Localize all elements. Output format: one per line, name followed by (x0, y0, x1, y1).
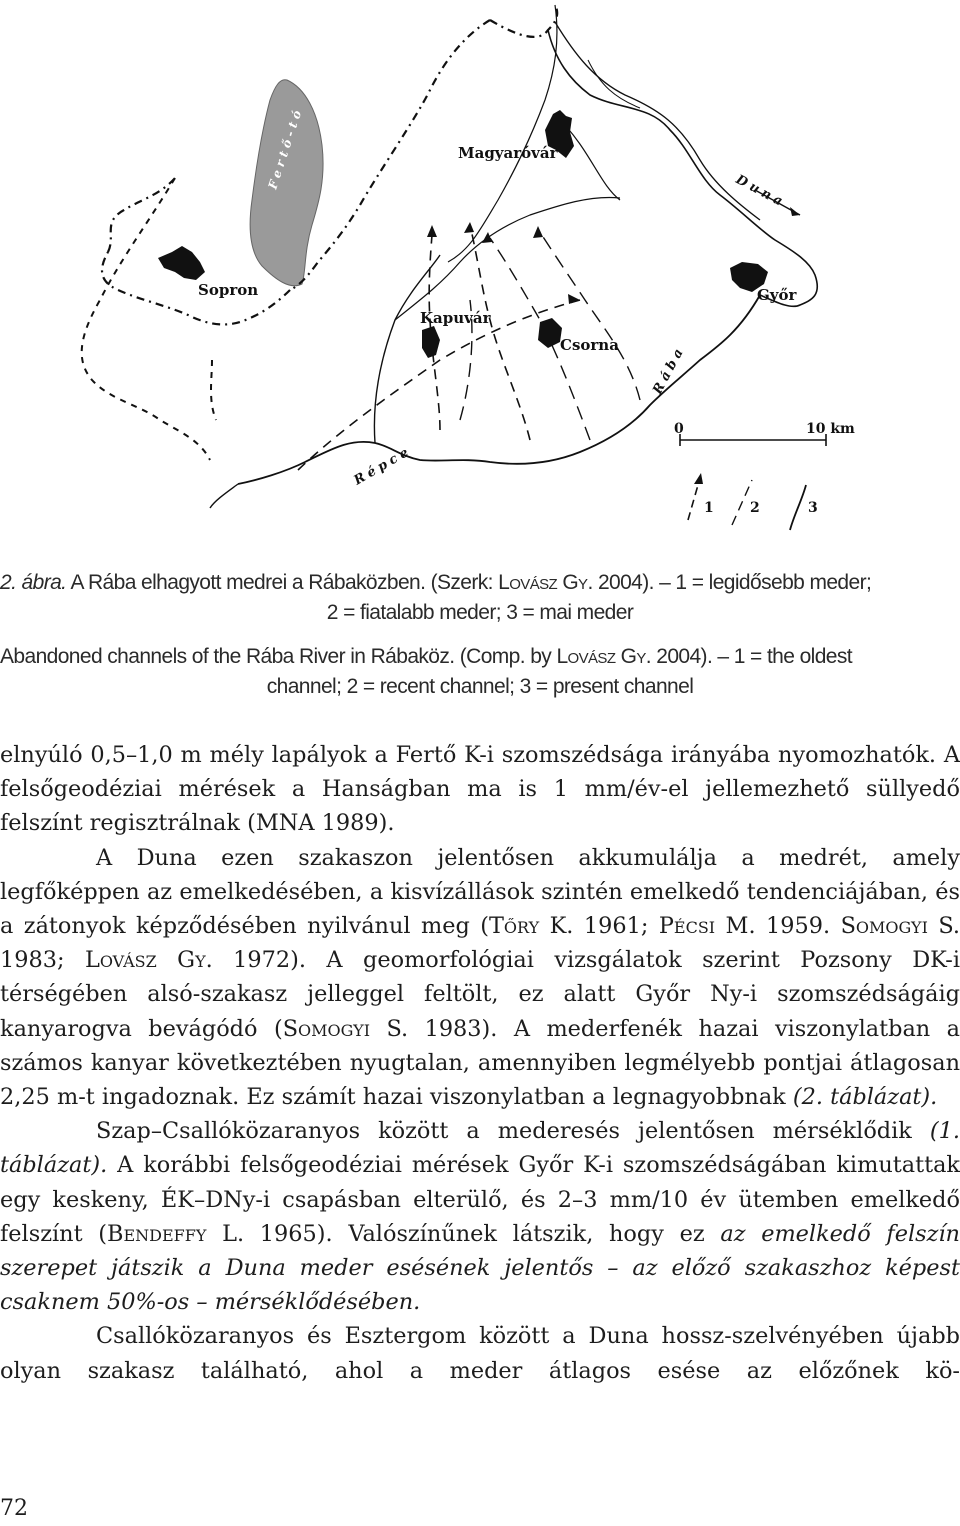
paragraph-2: A Duna ezen szakaszon jelentősen akkumulálja a medrét, amely legfőképpen az emelkedésében, a kisvízállások szintén emelkedő tendenciájában, és a zátonyok képződésében nyilvánul meg (Tőry K. 1961; Pécsi M. 1959. Somogyi S. 1983; Lovász Gy. 1972). A geomorfológiai vizsgálatok szerint Pozsony DK-i térségében alsó-szakasz jelleggel feltölt, ez alatt Győr Ny-i szomszédságáig kanyarogva bevágódó (Somogyi S. 1983). A mederfenék hazai viszonylatban a számos kanyar következtében nyugtalan, amennyiben legmélyebb pontjai átlagosan 2,25 m-t ingadoznak. Ez számít hazai viszonylatban a legnagyobbnak (2. táblázat). (0, 844, 960, 1111)
body-text (0, 738, 960, 1388)
city-csorna (538, 318, 562, 348)
state-border (102, 5, 557, 324)
raba-present-channel (238, 295, 760, 484)
lake-ferto (250, 80, 323, 286)
paragraph-3: Szap–Csallóközaranyos között a mederesés jelentősen mérséklődik (1. táblázat). A korábbi felsőgeodéziai mérések Győr K-i szomszédságában kimutattak egy keskeny, ÉK–DNy-i csapásban elterülő, és 2–3 mm/10 év ütemben emelkedő felszínt (Bendeffy L. 1965). Valószínűnek látszik, hogy ez az emelkedő felszín szerepet játszik a Duna meder esésének jelentős – az előző szakaszhoz képest csaknem 50%-os – mérséklődésében. (0, 1118, 960, 1316)
sopron-label: Sopron (198, 281, 259, 299)
legend (688, 473, 818, 530)
caption-en-author: Lovász Gy. (556, 645, 651, 668)
kapuvar-label: Kapuvár (420, 309, 491, 327)
caption-hu-line1: 2. ábra. A Rába elhagyott medrei a Rábaközben. (Szerk: Lovász Gy. 2004). – 1 = legidősebb meder; (0, 571, 872, 594)
lake-label: Fertő-tó (265, 104, 306, 191)
csorna-label: Csorna (560, 336, 619, 354)
paragraph-1: elnyúló 0,5–1,0 m mély lapályok a Fertő K-i szomszédsága irányába nyomozhatók. A felsőgeodéziai mérések a Hanságban ma is 1 mm/év-el jellemezhető süllyedő felszínt regisztrálnak (MNA 1989). (0, 742, 960, 837)
duna-label: Duna (733, 172, 789, 212)
oldest-channels (298, 225, 580, 470)
table-ref-2: (2. táblázat). (792, 1084, 938, 1111)
gyor-label: Győr (757, 286, 797, 304)
caption-figure-label: 2. ábra. (0, 571, 67, 594)
duna-river (548, 30, 817, 306)
legend-2: 2 (750, 500, 760, 516)
scale-start: 0 (674, 421, 684, 437)
caption-author: Lovász Gy. (498, 571, 593, 594)
repce-label: Répce (351, 443, 415, 489)
table-ref-1: (1. táblázat). (0, 1118, 960, 1179)
italic-emphasis: az emelkedő felszín szerepet játszik a Duna meder esésének jelentős – az előző szakaszhoz képest csaknem 50%-os – mérséklődésében. (0, 1220, 960, 1316)
magyarovar-label: Magyaróvár (458, 144, 558, 162)
scale-end: 10 km (806, 421, 855, 437)
city-kapuvar (422, 326, 440, 358)
page-number: 72 (0, 1496, 28, 1521)
figure-caption (0, 568, 960, 702)
raba-label: Rába (650, 342, 689, 397)
city-sopron (158, 246, 205, 280)
caption-en-line2: channel; 2 = recent channel; 3 = present channel (266, 675, 694, 698)
legend-1: 1 (704, 500, 714, 516)
caption-en-line1: Abandoned channels of the Rába River in Rábaköz. (Comp. by Lovász Gy. 2004). – 1 = the oldest (0, 645, 853, 668)
legend-3: 3 (808, 500, 818, 516)
channel-map-figure (0, 0, 960, 550)
caption-hu-line2: 2 = fiatalabb meder; 3 = mai meder (326, 601, 634, 624)
paragraph-4: Csallóközaranyos és Esztergom között a Duna hossz-szelvényében újabb olyan szakasz található, ahol a meder átlagos esése az előzőnek kö- (0, 1323, 960, 1384)
scale-bar (674, 421, 855, 446)
